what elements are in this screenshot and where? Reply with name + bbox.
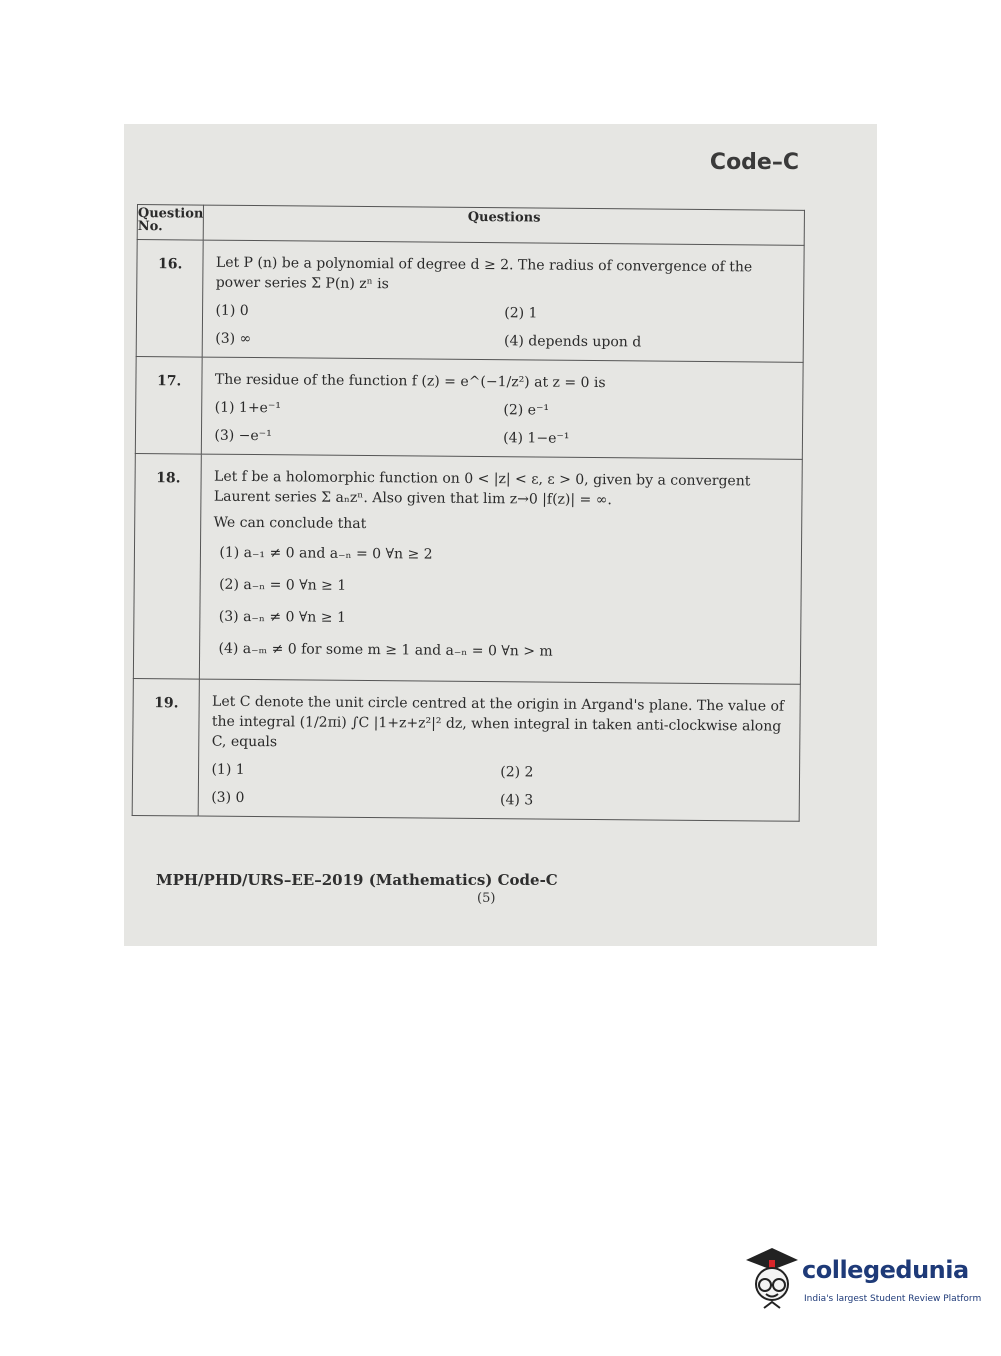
option: (3) ∞ bbox=[215, 330, 252, 348]
question-number: 17. bbox=[135, 356, 202, 454]
question-row bbox=[132, 678, 800, 821]
option: (3) a₋ₙ ≠ 0 ∀n ≥ 1 bbox=[218, 608, 346, 626]
questions-header: Questions bbox=[204, 205, 805, 245]
option: (2) a₋ₙ = 0 ∀n ≥ 1 bbox=[219, 576, 347, 594]
page-number: (5) bbox=[477, 891, 496, 906]
option: (3) 0 bbox=[211, 789, 245, 806]
question-text: The residue of the function f (z) = e^(−1/z²) at z = 0 is bbox=[214, 371, 606, 392]
table-header bbox=[137, 205, 804, 246]
question-number: 18. bbox=[133, 453, 201, 679]
question-text-continued: We can conclude that bbox=[213, 514, 367, 533]
options-grid bbox=[214, 398, 792, 451]
question-body bbox=[202, 357, 803, 459]
question-row bbox=[133, 453, 802, 684]
option: (4) 3 bbox=[499, 792, 534, 809]
code-label: Code–C bbox=[709, 150, 799, 175]
option: (4) 1−e⁻¹ bbox=[503, 430, 570, 447]
brand-name: collegedunia bbox=[802, 1256, 969, 1284]
option: (2) 2 bbox=[500, 764, 534, 781]
options-grid bbox=[215, 301, 793, 354]
question-text: Let C denote the unit circle centred at the origin in Argand's plane. The value of the integral (1/2πi) ∫C |1+z+z²|² dz, when integral in taken anti-clockwise along C, equals bbox=[211, 693, 785, 751]
question-body bbox=[203, 240, 805, 362]
question-row bbox=[136, 240, 804, 363]
options-list bbox=[212, 543, 791, 664]
collegedunia-logo bbox=[742, 1246, 982, 1316]
option: (1) a₋₁ ≠ 0 and a₋ₙ = 0 ∀n ≥ 2 bbox=[219, 544, 433, 563]
mascot-icon bbox=[742, 1246, 800, 1316]
option: (2) 1 bbox=[504, 305, 538, 322]
question-text: Let f be a holomorphic function on 0 < |z| < ε, ε > 0, given by a convergent Laurent series Σ aₙzⁿ. Also given that lim z→0 |f(z)| = ∞. bbox=[213, 468, 751, 509]
option: (4) a₋ₘ ≠ 0 for some m ≥ 1 and a₋ₙ = 0 ∀n > m bbox=[218, 640, 553, 660]
question-text: Let P (n) be a polynomial of degree d ≥ 2. The radius of convergence of the power series Σ P(n) zⁿ is bbox=[215, 254, 753, 293]
question-number: 19. bbox=[132, 678, 200, 816]
option: (1) 1+e⁻¹ bbox=[214, 399, 281, 417]
option: (1) 0 bbox=[215, 302, 249, 319]
question-sheet bbox=[132, 204, 805, 822]
question-no-header: Question No. bbox=[137, 205, 204, 241]
option: (4) depends upon d bbox=[503, 333, 642, 351]
question-row bbox=[135, 356, 803, 459]
option: (3) −e⁻¹ bbox=[214, 427, 272, 445]
exam-footer: MPH/PHD/URS–EE–2019 (Mathematics) Code-C bbox=[156, 871, 558, 889]
option: (2) e⁻¹ bbox=[503, 402, 550, 419]
questions-table bbox=[132, 204, 805, 822]
question-body bbox=[199, 679, 801, 821]
options-grid bbox=[211, 760, 789, 813]
option: (1) 1 bbox=[211, 761, 245, 778]
question-body bbox=[200, 454, 803, 684]
question-number: 16. bbox=[136, 240, 203, 358]
brand-tagline: India's largest Student Review Platform bbox=[804, 1294, 982, 1304]
scanned-page-photo bbox=[124, 124, 877, 946]
